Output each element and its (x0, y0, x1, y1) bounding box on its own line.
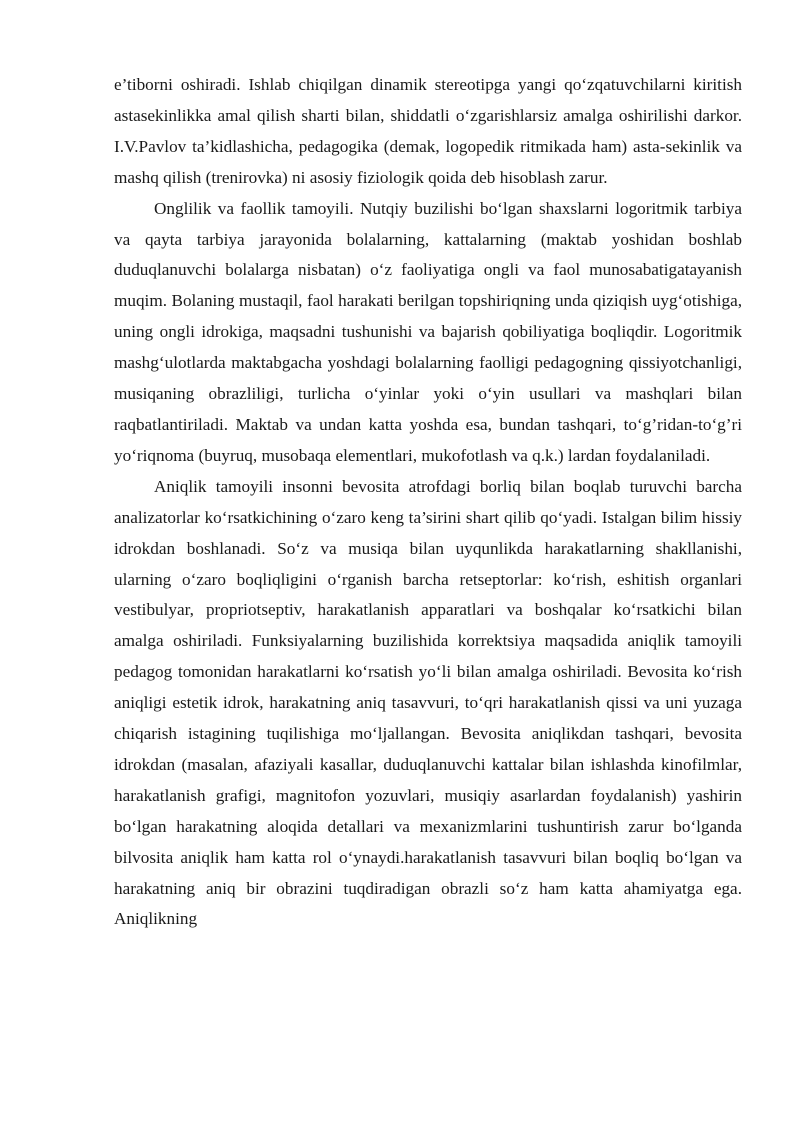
paragraph-onglilik-faollik: Onglilik va faollik tamoyili. Nutqiy buzilishi bo‘lgan shaxslarni logoritmik tarbiya va qayta tarbiya jarayonida bolalarning, kattalarning (maktab yoshidan boshlab duduqlanuvchi bolalarga nisbatan) o‘z faoliyatiga ongli va faol munosabatigatayanish muqim. Bolaning mustaqil, faol harakati berilgan topshiriqning unda qiziqish uyg‘otishiga, uning ongli idrokiga, maqsadni tushunishi va bajarish qobiliyatiga boqliqdir. Logoritmik mashg‘ulotlarda maktabgacha yoshdagi bolalarning faolligi pedagogning qissiyotchanligi, musiqaning obrazliligi, turlicha o‘yinlar yoki o‘yin usullari va mashqlari bilan raqbatlantiriladi. Maktab va undan katta yoshda esa, bundan tashqari, to‘g’ridan-to‘g’ri yo‘riqnoma (buyruq, musobaqa elementlari, mukofotlash va q.k.) lardan foydalaniladi. (114, 198, 742, 465)
paragraph-aniqlik: Aniqlik tamoyili insonni bevosita atrofdagi borliq bilan boqlab turuvchi barcha analizatorlar ko‘rsatkichining o‘zaro keng ta’sirini shart qilib qo‘yadi. Istalgan bilim hissiy idrokdan boshlanadi. So‘z va musiqa bilan uyqunlikda harakatlarning shakllanishi, ularning o‘zaro boqliqligini o‘rganish barcha retseptorlar: ko‘rish, eshitish organlari vestibulyar, propriotseptiv, harakatlanish apparatlari va boshqalar ko‘rsatkichi bilan amalga oshiriladi. Funksiyalarning buzilishida korrektsiya maqsadida aniqlik tamoyili pedagog tomonidan harakatlarni ko‘rsatish yo‘li bilan amalga oshiriladi. Bevosita ko‘rish aniqligi estetik idrok, harakatning aniq tasavvuri, to‘qri harakatlanish qissi va uni yuzaga chiqarish istagining tuqilishiga mo‘ljallangan. Bevosita aniqlikdan tashqari, bevosita idrokdan (masalan, afaziyali kasallar, duduqlanuvchi kattalar bilan ishlashda kinofilmlar, harakatlanish grafigi, magnitofon yozuvlari, musiqiy asarlardan foydalanish) yashirin bo‘lgan harakatning aloqida detallari va mexanizmlarini tushuntirish zarur bo‘lganda bilvosita aniqlik ham katta rol o‘ynaydi.harakatlanish tasavvuri bilan boqliq bo‘lgan va harakatning aniq bir obrazini tuqdiradigan obrazli so‘z ham katta ahamiyatga ega. Aniqlikning (114, 476, 742, 929)
document-page (114, 70, 742, 935)
paragraph-continuation: e’tiborni oshiradi. Ishlab chiqilgan dinamik stereotipga yangi qo‘zqatuvchilarni kiritish astasekinlikka amal qilish sharti bilan, shiddatli o‘zgarishlarsiz amalga oshirilishi darkor. I.V.Pavlov ta’kidlashicha, pedagogika (demak, logopedik ritmikada ham) asta-sekinlik va mashq qilish (trenirovka) ni asosiy fiziologik qoida deb hisoblash zarur. (114, 75, 742, 187)
